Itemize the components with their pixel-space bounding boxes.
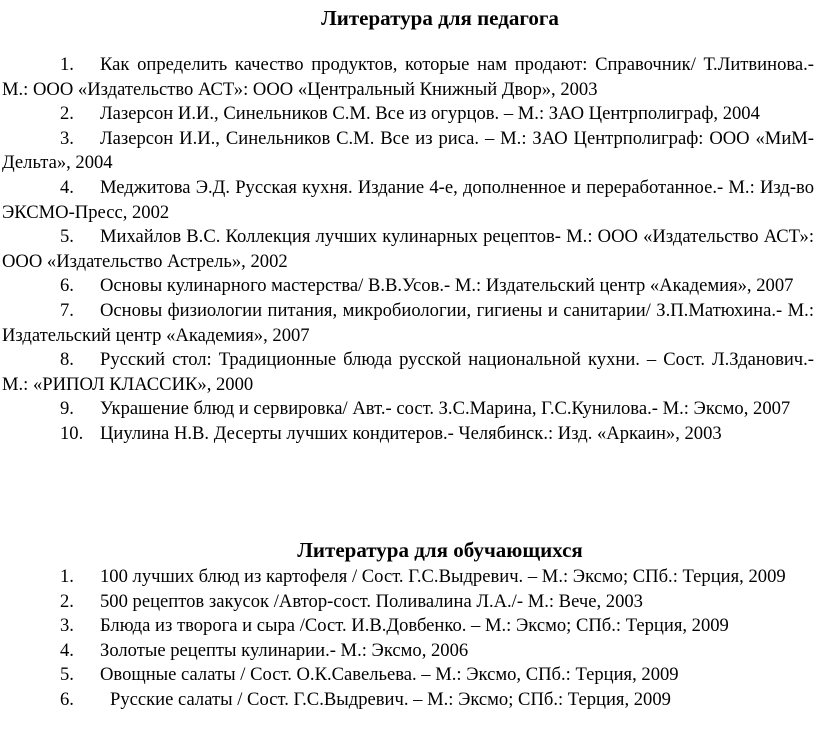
- list-item-number: 4.: [60, 176, 74, 198]
- list-item-text: Золотые рецепты кулинарии.- М.: Эксмо, 2006: [100, 639, 469, 661]
- list-item: [2, 299, 814, 348]
- list-item-text: Овощные салаты / Сост. О.К.Савельева. – М.: Эксмо, СПб.: Терция, 2009: [100, 664, 679, 686]
- list-item-number: 1.: [60, 54, 74, 75]
- list-item-number: 3.: [60, 615, 74, 637]
- list-item-number: 10.: [60, 422, 84, 444]
- list-item-text: Как определить качество продуктов, которые нам продают: Справочник/ Т.Литвинова.- М.: ООО «Издательство АСТ»: ООО «Центральный Книжный Двор», 2003: [2, 54, 814, 100]
- list-item-number: 9.: [60, 398, 74, 420]
- list-item-number: 4.: [60, 639, 74, 661]
- list-item: [2, 176, 814, 225]
- list-item-text: Русский стол: Традиционные блюда русской национальной кухни. – Сост. Л.Зданович.- М.: «РИПОЛ КЛАССИК», 2000: [2, 349, 814, 395]
- list-item-text: 100 лучших блюд из картофеля / Сост. Г.С.Выдревич. – М.: Эксмо; СПб.: Терция, 2009: [100, 566, 786, 587]
- list-item-text: Лазерсон И.И., Синельников С.М. Все из риса. – М.: ЗАО Центрполиграф: ООО «МиМ-Дельта», 2004: [2, 127, 814, 174]
- list-item-number: 6.: [60, 688, 74, 710]
- list-item-number: 2.: [60, 590, 74, 612]
- list-item-text: 500 рецептов закусок /Автор-сост. Поливалина Л.А./- М.: Вече, 2003: [100, 590, 643, 612]
- list-item-text: Основы физиологии питания, микробиологии, гигиены и санитарии/ З.П.Матюхина.- М.: Издательский центр «Академия», 2007: [2, 299, 814, 346]
- list-item: [2, 565, 814, 590]
- student-literature-list: [2, 565, 814, 713]
- list-item-text: Меджитова Э.Д. Русская кухня. Издание 4-е, дополненное и переработанное.- М.: Изд-во ЭКСМО-Пресс, 2002: [2, 176, 814, 223]
- list-item: [2, 102, 814, 127]
- list-item: [2, 225, 814, 274]
- list-item-text: Украшение блюд и сервировка/ Авт.- сост. З.С.Марина, Г.С.Кунилова.- М.: Эксмо, 2007: [100, 398, 791, 420]
- list-item: [2, 53, 814, 102]
- teacher-literature-heading: Литература для педагога: [321, 6, 559, 30]
- list-item: [2, 688, 814, 713]
- list-item-number: 7.: [60, 299, 74, 321]
- student-literature-heading: Литература для обучающихся: [297, 538, 583, 562]
- teacher-literature-list: [2, 53, 814, 447]
- list-item-text: Лазерсон И.И., Синельников С.М. Все из огурцов. – М.: ЗАО Центрполиграф, 2004: [100, 103, 760, 125]
- list-item-text: Основы кулинарного мастерства/ В.В.Усов.- М.: Издательский центр «Академия», 2007: [100, 275, 794, 297]
- list-item-number: 1.: [60, 566, 74, 587]
- list-item-text: Циулина Н.В. Десерты лучших кондитеров.- Челябинск.: Изд. «Аркаин», 2003: [100, 422, 722, 444]
- list-item-text: Русские салаты / Сост. Г.С.Выдревич. – М.: Эксмо; СПб.: Терция, 2009: [110, 688, 671, 710]
- list-item-number: 3.: [60, 127, 74, 149]
- list-item: [2, 614, 814, 639]
- list-item: [2, 663, 814, 688]
- list-item: [2, 274, 814, 299]
- list-item-number: 6.: [60, 275, 74, 297]
- list-item: [2, 422, 814, 447]
- list-item: [2, 590, 814, 615]
- list-item-number: 5.: [60, 664, 74, 686]
- list-item-number: 8.: [60, 349, 74, 371]
- list-item: [2, 127, 814, 176]
- list-item: [2, 639, 814, 664]
- list-item: [2, 348, 814, 397]
- list-item-text: Михайлов В.С. Коллекция лучших кулинарных рецептов- М.: ООО «Издательство АСТ»: ООО «Издательство Астрель», 2002: [2, 226, 814, 272]
- list-item: [2, 397, 814, 422]
- list-item-number: 2.: [60, 103, 74, 125]
- list-item-number: 5.: [60, 226, 74, 248]
- list-item-text: Блюда из творога и сыра /Сост. И.В.Довбенко. – М.: Эксмо; СПб.: Терция, 2009: [100, 615, 729, 637]
